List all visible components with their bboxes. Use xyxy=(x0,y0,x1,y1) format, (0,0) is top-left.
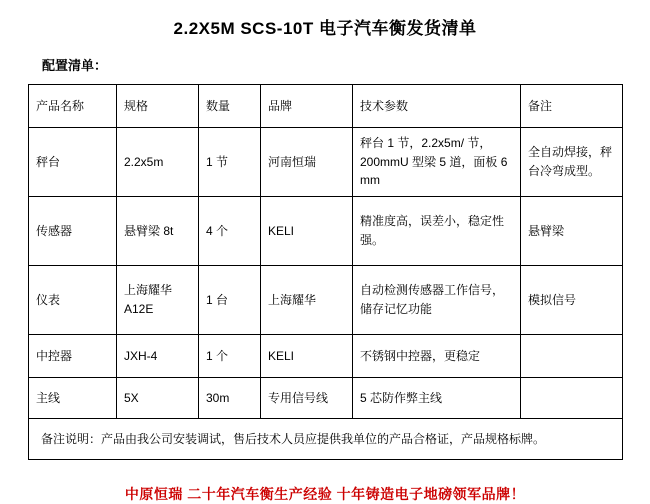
section-subtitle: 配置清单： xyxy=(42,58,108,73)
cell-param xyxy=(353,128,521,197)
cell-spec: 悬臂梁 8t xyxy=(117,197,199,266)
footer-slogan: 中原恒瑞 二十年汽车衡生产经验 十年铸造电子地磅领军品牌！ xyxy=(124,486,526,502)
cell-qty: 1 个 xyxy=(199,335,261,378)
table-header-row xyxy=(29,85,623,128)
cell-param-line2: 储存记忆功能 xyxy=(360,302,433,316)
cell-brand: KELI xyxy=(261,197,353,266)
page-title: 2.2X5M SCS-10T 电子汽车衡发货清单 xyxy=(173,19,477,38)
cell-remark-line1: 全自动焊接，秤 xyxy=(528,145,613,160)
table-note: 备注说明：产品由我公司安装调试，售后技术人员应提供我单位的产品合格证，产品规格标牌。 xyxy=(29,419,623,460)
cell-name: 中控器 xyxy=(29,335,117,378)
cell-brand: KELI xyxy=(261,335,353,378)
cell-name: 秤台 xyxy=(29,128,117,197)
cell-remark xyxy=(521,378,623,419)
cell-spec xyxy=(117,266,199,335)
cell-brand: 专用信号线 xyxy=(261,378,353,419)
table-row xyxy=(29,378,623,419)
cell-param-line2: 强。 xyxy=(360,233,385,247)
cell-param-line1: 精准度高，误差小，稳定性 xyxy=(360,214,505,229)
cell-remark xyxy=(521,128,623,197)
cell-name: 仪表 xyxy=(29,266,117,335)
cell-spec: 2.2x5m xyxy=(117,128,199,197)
cell-spec-line1: 上海耀华 xyxy=(124,283,173,298)
cell-remark: 模拟信号 xyxy=(521,266,623,335)
packing-list-table xyxy=(28,84,623,460)
table-note-row xyxy=(29,419,623,460)
table-row xyxy=(29,335,623,378)
cell-param: 不锈钢中控器，更稳定 xyxy=(353,335,521,378)
cell-spec-line2: A12E xyxy=(124,302,154,316)
cell-qty: 4 个 xyxy=(199,197,261,266)
cell-brand: 河南恒瑞 xyxy=(261,128,353,197)
column-header-brand: 品牌 xyxy=(261,85,353,128)
cell-remark: 悬臂梁 xyxy=(521,197,623,266)
cell-param-line1: 自动检测传感器工作信号， xyxy=(360,283,505,298)
cell-qty: 1 节 xyxy=(199,128,261,197)
cell-param-line1: 秤台 1 节，2.2x5m/ 节， xyxy=(360,136,492,151)
cell-brand: 上海耀华 xyxy=(261,266,353,335)
cell-name: 主线 xyxy=(29,378,117,419)
column-header-param: 技术参数 xyxy=(353,85,521,128)
cell-name: 传感器 xyxy=(29,197,117,266)
column-header-name: 产品名称 xyxy=(29,85,117,128)
cell-spec: JXH-4 xyxy=(117,335,199,378)
cell-param-line2: 200mmU 型梁 5 道，面板 6mm xyxy=(360,154,508,188)
table-row xyxy=(29,128,623,197)
column-header-qty: 数量 xyxy=(199,85,261,128)
column-header-spec: 规格 xyxy=(117,85,199,128)
cell-qty: 1 台 xyxy=(199,266,261,335)
cell-remark xyxy=(521,335,623,378)
cell-remark-line2: 台冷弯成型。 xyxy=(528,164,601,178)
cell-param xyxy=(353,197,521,266)
cell-param xyxy=(353,266,521,335)
cell-param: 5 芯防作弊主线 xyxy=(353,378,521,419)
cell-spec: 5X xyxy=(117,378,199,419)
column-header-remark: 备注 xyxy=(521,85,623,128)
table-row xyxy=(29,266,623,335)
cell-qty: 30m xyxy=(199,378,261,419)
table-row xyxy=(29,197,623,266)
